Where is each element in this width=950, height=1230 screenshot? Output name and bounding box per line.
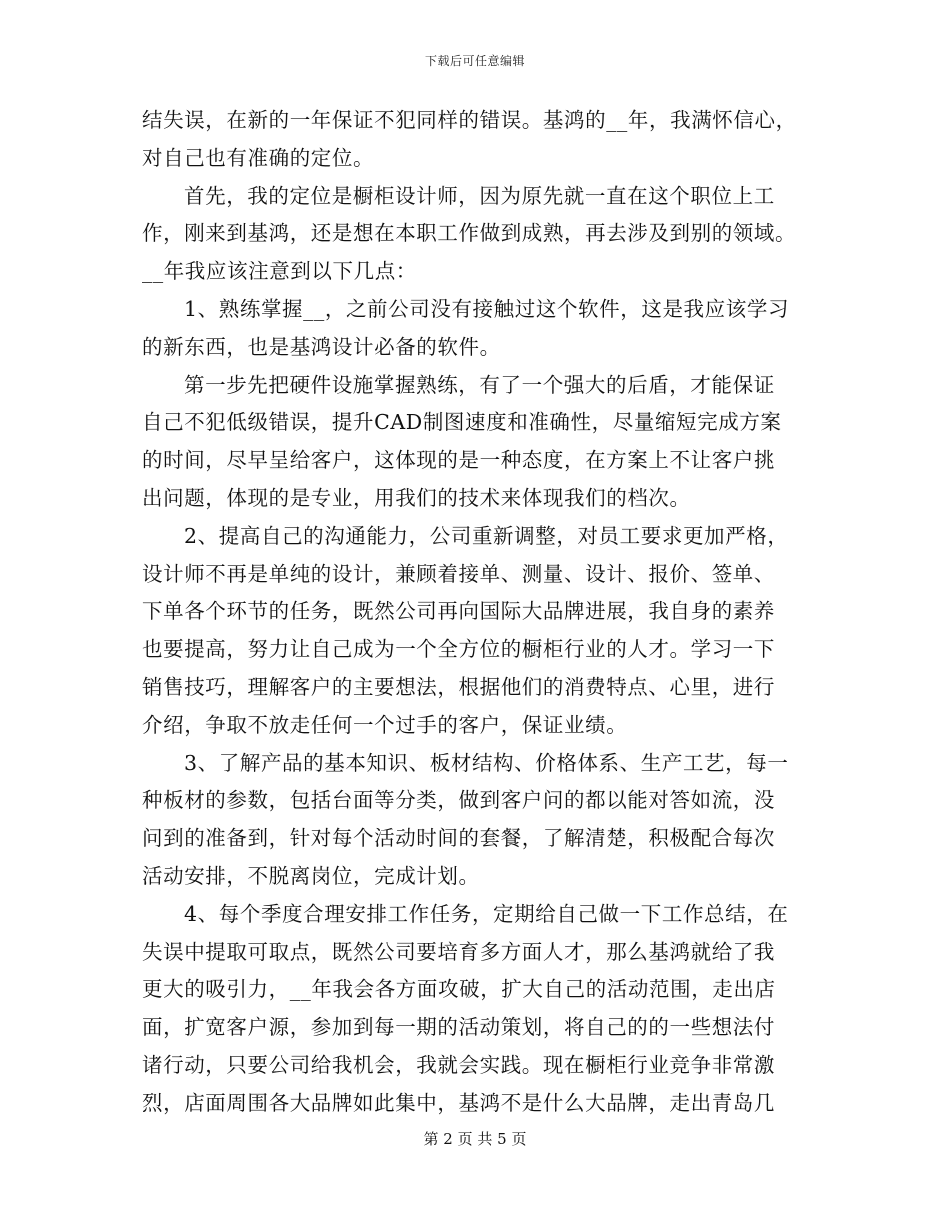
text-line: 4、每个季度合理安排工作任务，定期给自己做一下工作总结，在	[184, 901, 789, 926]
text-line: 首先，我的定位是橱柜设计师，因为原先就一直在这个职位上工	[184, 183, 775, 208]
text-line: 第一步先把硬件设施掌握熟练，有了一个强大的后盾，才能保证	[184, 372, 775, 397]
text-line: 失误中提取可取点，既然公司要培育多方面人才，那么基鸿就给了我	[142, 939, 775, 964]
text-line: 下单各个环节的任务，既然公司再向国际大品牌进展，我自身的素养	[142, 599, 775, 624]
text-line: 的新东西，也是基鸿设计必备的软件。	[142, 334, 501, 359]
text-line: 对自己也有准确的定位。	[142, 145, 375, 170]
text-line: 介绍，争取不放走任何一个过手的客户，保证业绩。	[142, 712, 628, 737]
text-line: 更大的吸引力，__年我会各方面攻破，扩大自己的活动范围，走出店	[142, 977, 776, 1002]
page-number: 第 2 页 共 5 页	[423, 1130, 527, 1148]
text-line: __年我应该注意到以下几点：	[142, 259, 417, 284]
text-line: 出问题，体现的是专业，用我们的技术来体现我们的档次。	[142, 485, 691, 510]
text-line: 诸行动，只要公司给我机会，我就会实践。现在橱柜行业竞争非常激	[142, 1052, 775, 1077]
text-line: 作，刚来到基鸿，还是想在本职工作做到成熟，再去涉及到别的领域。	[142, 221, 797, 246]
text-line: 的时间，尽早呈给客户，这体现的是一种态度，在方案上不让客户挑	[142, 448, 775, 473]
text-line: 结失误，在新的一年保证不犯同样的错误。基鸿的__年，我满怀信心，	[142, 108, 797, 132]
text-line: 烈，店面周围各大品牌如此集中，基鸿不是什么大品牌，走出青岛几	[142, 1090, 775, 1115]
text-line: 3、了解产品的基本知识、板材结构、价格体系、生产工艺，每一	[184, 750, 789, 775]
text-line: 销售技巧，理解客户的主要想法，根据他们的消费特点、心里，进行	[142, 674, 775, 699]
page-header: 下载后可任意编辑	[424, 54, 525, 68]
text-line: 2、提高自己的沟通能力，公司重新调整，对员工要求更加严格，	[184, 523, 789, 548]
text-line: 种板材的参数，包括台面等分类，做到客户问的都以能对答如流，没	[142, 788, 775, 813]
text-line: 活动安排，不脱离岗位，完成计划。	[142, 863, 480, 888]
text-line: 问到的准备到，针对每个活动时间的套餐，了解清楚，积极配合每次	[142, 826, 775, 851]
text-line: 自己不犯低级错误，提升CAD制图速度和准确性，尽量缩短完成方案	[142, 410, 782, 435]
text-line: 面，扩宽客户源，参加到每一期的活动策划，将自己的的一些想法付	[142, 1015, 775, 1040]
text-line: 1、熟练掌握__，之前公司没有接触过这个软件，这是我应该学习	[184, 296, 790, 321]
document-body	[142, 102, 808, 1123]
text-line: 也要提高，努力让自己成为一个全方位的橱柜行业的人才。学习一下	[142, 637, 775, 662]
text-line: 设计师不再是单纯的设计，兼顾着接单、测量、设计、报价、签单、	[142, 561, 775, 586]
